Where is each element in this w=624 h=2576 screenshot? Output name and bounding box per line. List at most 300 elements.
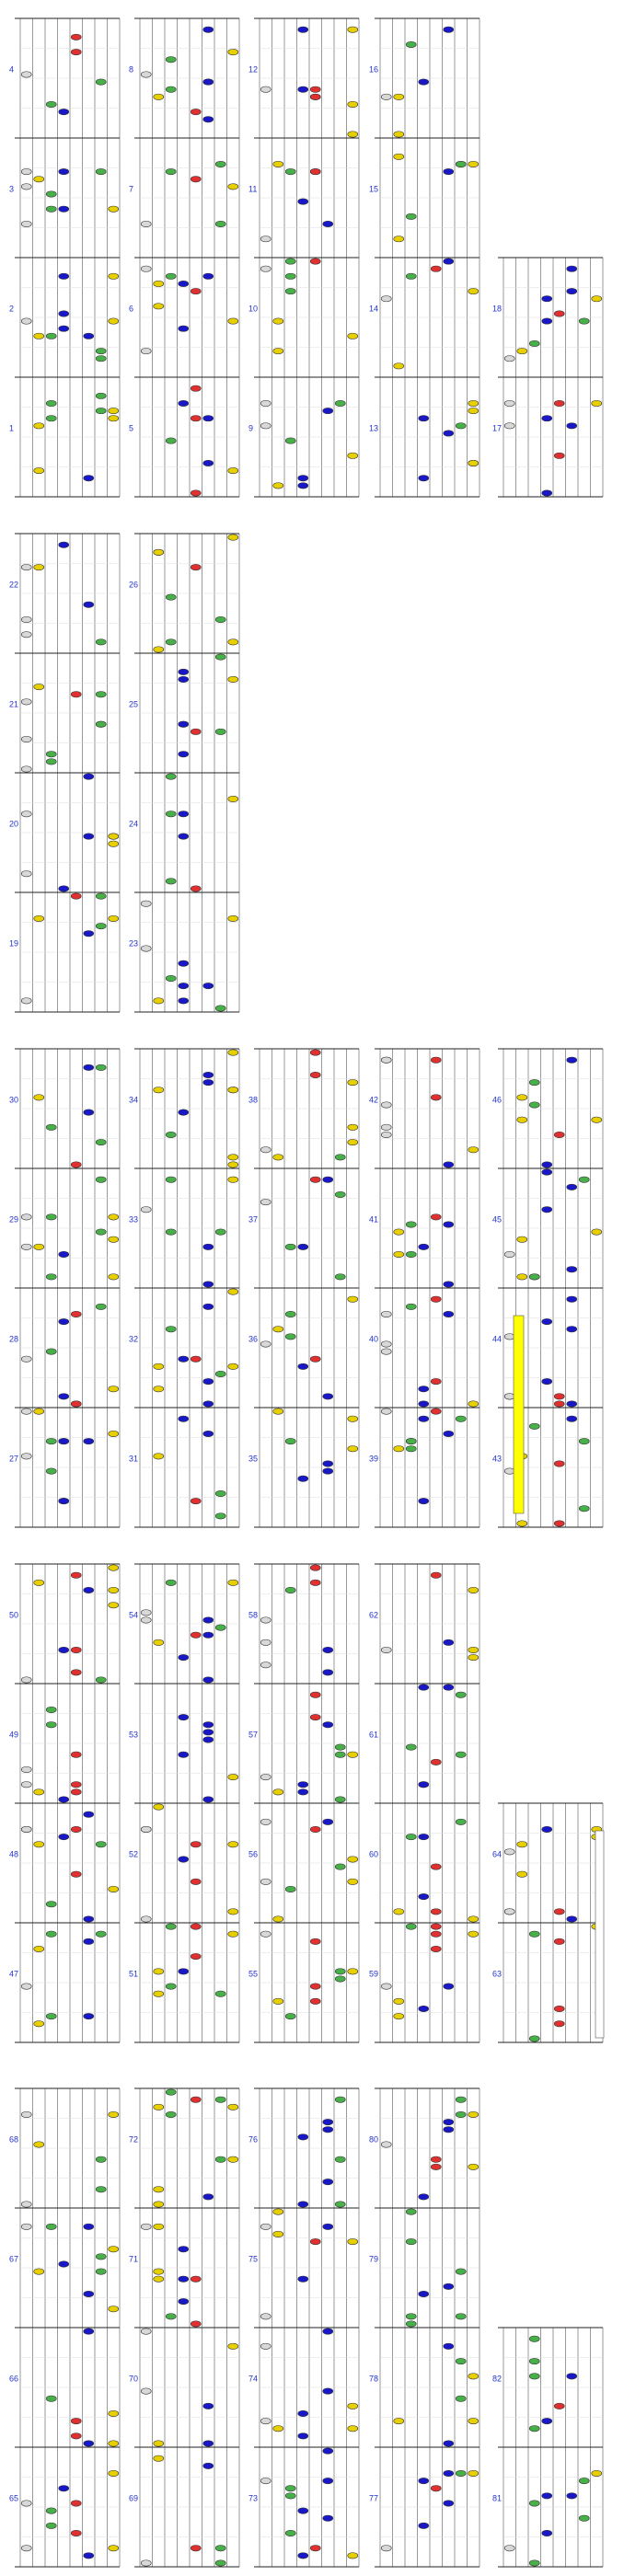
note — [179, 721, 189, 727]
note — [298, 2410, 308, 2416]
note — [179, 1714, 189, 1719]
note — [298, 1789, 308, 1795]
note — [215, 1625, 225, 1630]
note — [215, 2560, 225, 2566]
note — [166, 1924, 176, 1929]
note — [468, 1931, 479, 1937]
note — [381, 1311, 391, 1317]
note — [394, 1251, 404, 1257]
note — [323, 1647, 333, 1652]
note — [21, 2202, 31, 2207]
note — [59, 109, 69, 114]
note — [21, 1781, 31, 1787]
note — [21, 1826, 31, 1832]
note — [335, 1274, 345, 1280]
measure-number: 15 — [369, 184, 379, 194]
note — [84, 1587, 94, 1593]
note — [456, 2097, 466, 2102]
note — [394, 236, 404, 241]
note — [381, 1647, 391, 1652]
note — [444, 1431, 454, 1436]
note — [154, 2441, 164, 2446]
note — [84, 1916, 94, 1922]
note — [529, 2036, 539, 2041]
measure-number: 68 — [9, 2134, 19, 2145]
note — [59, 2485, 69, 2490]
note — [21, 998, 31, 1004]
note — [203, 1072, 214, 1077]
note — [504, 1468, 514, 1474]
note — [504, 423, 514, 429]
note — [431, 1296, 441, 1302]
note — [431, 2164, 441, 2169]
note — [298, 199, 308, 204]
note — [141, 1206, 151, 1212]
note — [84, 475, 94, 480]
note — [285, 1587, 295, 1593]
note — [444, 259, 454, 264]
note — [323, 2126, 333, 2132]
note — [517, 1871, 527, 1877]
note — [431, 1909, 441, 1915]
note — [323, 1468, 333, 1474]
measure-number: 19 — [9, 938, 19, 949]
note — [71, 1311, 81, 1317]
note — [191, 564, 201, 569]
note — [273, 1789, 283, 1795]
note — [381, 1984, 391, 1989]
note — [34, 333, 44, 339]
note — [34, 1789, 44, 1795]
note — [260, 266, 271, 271]
note — [468, 161, 479, 167]
measure-number: 79 — [369, 2254, 379, 2264]
note — [419, 2523, 429, 2528]
note — [203, 1244, 214, 1249]
note — [348, 453, 358, 458]
note — [431, 1931, 441, 1937]
note — [394, 2418, 404, 2423]
note — [310, 1580, 320, 1585]
measure-number: 82 — [492, 2374, 503, 2384]
note — [273, 318, 283, 324]
note — [542, 2418, 552, 2423]
note — [348, 2425, 358, 2431]
note — [109, 2246, 119, 2251]
note — [109, 1274, 119, 1280]
note — [96, 1139, 106, 1144]
note — [431, 1759, 441, 1765]
note — [348, 1079, 358, 1085]
note — [431, 1214, 441, 1220]
note — [215, 1006, 225, 1011]
note — [84, 1938, 94, 1944]
note — [529, 1274, 539, 1280]
note — [542, 1378, 552, 1384]
note — [84, 834, 94, 839]
note — [298, 483, 308, 489]
note — [71, 691, 81, 696]
note — [335, 1969, 345, 1974]
note — [228, 318, 238, 324]
note — [542, 490, 552, 496]
note — [109, 834, 119, 839]
note — [154, 304, 164, 309]
measure-number: 44 — [492, 1334, 503, 1344]
note — [406, 2321, 416, 2327]
measure-number: 53 — [129, 1730, 139, 1740]
note — [154, 2104, 164, 2110]
note — [579, 1177, 589, 1182]
note — [348, 27, 358, 32]
note — [179, 811, 189, 816]
note — [456, 2269, 466, 2274]
note — [179, 1969, 189, 1974]
note — [468, 2470, 479, 2476]
note — [542, 2530, 552, 2536]
note — [203, 2194, 214, 2200]
note — [154, 1969, 164, 1974]
note — [517, 1117, 527, 1122]
measure-number: 56 — [248, 1849, 259, 1859]
note — [203, 27, 214, 32]
note — [215, 616, 225, 622]
note — [191, 1498, 201, 1503]
note — [203, 2403, 214, 2409]
note — [191, 288, 201, 293]
note — [46, 759, 56, 765]
note — [456, 2111, 466, 2117]
note — [335, 1864, 345, 1869]
note — [34, 1409, 44, 1414]
note — [166, 879, 176, 884]
note — [456, 1416, 466, 1421]
note — [203, 1304, 214, 1309]
measure-number: 50 — [9, 1610, 19, 1620]
note — [335, 1191, 345, 1197]
note — [348, 101, 358, 107]
measure-number: 27 — [9, 1454, 19, 1464]
note — [154, 1639, 164, 1645]
note — [154, 2455, 164, 2461]
note — [431, 1378, 441, 1384]
note — [215, 729, 225, 734]
long-note — [514, 1316, 524, 1513]
note — [228, 2156, 238, 2162]
measure-number: 63 — [492, 1969, 503, 1979]
note — [406, 1222, 416, 1227]
note — [554, 2006, 564, 2011]
note — [203, 1617, 214, 1623]
note — [529, 2560, 539, 2566]
note — [517, 348, 527, 353]
note — [141, 2329, 151, 2334]
long-note — [595, 1831, 604, 2038]
note — [542, 2493, 552, 2499]
measure-number: 77 — [369, 2493, 379, 2503]
note — [34, 1580, 44, 1585]
note — [96, 1677, 106, 1683]
note — [406, 1834, 416, 1839]
note — [592, 295, 602, 301]
note — [179, 2276, 189, 2282]
note — [273, 161, 283, 167]
note — [554, 1909, 564, 1915]
note — [260, 1931, 271, 1937]
note — [46, 1124, 56, 1130]
note — [285, 259, 295, 264]
note — [310, 1938, 320, 1944]
note — [46, 1274, 56, 1280]
note — [154, 94, 164, 99]
note — [179, 676, 189, 682]
note — [592, 2470, 602, 2476]
note — [310, 2545, 320, 2550]
note — [21, 1454, 31, 1459]
note — [71, 893, 81, 899]
note — [348, 1296, 358, 1302]
note — [260, 1819, 271, 1824]
note — [431, 1864, 441, 1869]
note — [59, 1834, 69, 1839]
measure-number: 10 — [248, 304, 259, 314]
note — [310, 1826, 320, 1832]
note — [21, 1356, 31, 1362]
note — [444, 2343, 454, 2349]
note — [285, 168, 295, 174]
note — [34, 1244, 44, 1249]
note — [394, 1998, 404, 2004]
note — [228, 1363, 238, 1369]
note — [310, 1072, 320, 1077]
note — [456, 2314, 466, 2319]
measure-number: 8 — [129, 64, 134, 75]
note — [154, 2269, 164, 2274]
note — [348, 1969, 358, 1974]
note — [21, 2111, 31, 2117]
note — [554, 1461, 564, 1466]
note — [166, 639, 176, 645]
note — [34, 1841, 44, 1846]
note — [203, 1079, 214, 1085]
note — [191, 2276, 201, 2282]
note — [191, 2321, 201, 2327]
note — [468, 1401, 479, 1407]
measure-number: 52 — [129, 1849, 139, 1859]
measure-number: 28 — [9, 1334, 19, 1344]
measure-number: 31 — [129, 1454, 139, 1464]
measure-number: 11 — [248, 184, 258, 194]
note — [46, 751, 56, 756]
note — [59, 542, 69, 547]
note — [419, 2006, 429, 2011]
note — [431, 266, 441, 271]
note — [34, 1095, 44, 1100]
note — [285, 273, 295, 279]
note — [504, 1334, 514, 1340]
note — [84, 1064, 94, 1070]
note — [203, 983, 214, 988]
note — [567, 1916, 577, 1922]
note — [154, 1454, 164, 1459]
note — [381, 1341, 391, 1347]
measure-number: 78 — [369, 2374, 379, 2384]
note — [285, 1438, 295, 1443]
note — [141, 901, 151, 906]
measure-number: 17 — [492, 423, 503, 433]
note — [260, 2478, 271, 2483]
note — [179, 2298, 189, 2304]
note — [348, 1124, 358, 1130]
note — [348, 1445, 358, 1451]
note — [215, 2545, 225, 2550]
note — [84, 602, 94, 607]
note — [406, 273, 416, 279]
note — [179, 1356, 189, 1362]
note — [554, 311, 564, 316]
note — [542, 318, 552, 324]
measure-number: 43 — [492, 1454, 503, 1464]
note — [203, 1401, 214, 1407]
note — [335, 1976, 345, 1982]
note — [59, 2261, 69, 2267]
note — [203, 79, 214, 85]
note — [406, 41, 416, 47]
note — [529, 340, 539, 346]
note — [310, 1714, 320, 1719]
note — [71, 1752, 81, 1757]
note — [298, 27, 308, 32]
note — [542, 1206, 552, 1212]
note — [96, 721, 106, 727]
note — [554, 400, 564, 406]
note — [166, 594, 176, 600]
note — [419, 1834, 429, 1839]
note — [381, 1132, 391, 1137]
note — [166, 2314, 176, 2319]
note — [96, 1841, 106, 1846]
note — [228, 915, 238, 921]
note — [59, 1394, 69, 1399]
note — [191, 2097, 201, 2102]
note — [298, 475, 308, 480]
note — [215, 161, 225, 167]
measure-number: 80 — [369, 2134, 379, 2145]
note — [273, 1998, 283, 2004]
note — [468, 408, 479, 413]
note — [335, 2202, 345, 2207]
note — [310, 1984, 320, 1989]
note — [154, 1991, 164, 1996]
note — [468, 460, 479, 466]
note — [468, 2111, 479, 2117]
note — [141, 2560, 151, 2566]
note — [46, 400, 56, 406]
note — [109, 408, 119, 413]
note — [109, 1386, 119, 1391]
note — [21, 1214, 31, 1220]
measure-number: 65 — [9, 2493, 19, 2503]
note — [335, 1797, 345, 1802]
note — [323, 2329, 333, 2334]
note — [109, 1886, 119, 1892]
measure-number: 29 — [9, 1214, 19, 1225]
note — [109, 1236, 119, 1242]
measure-number: 75 — [248, 2254, 259, 2264]
note — [166, 438, 176, 443]
note — [444, 1282, 454, 1287]
note — [109, 1214, 119, 1220]
note — [166, 975, 176, 981]
measure-number: 71 — [129, 2254, 139, 2264]
measure-number: 6 — [129, 304, 134, 314]
note — [46, 1468, 56, 1474]
note — [579, 318, 589, 324]
note — [141, 221, 151, 226]
note — [59, 1498, 69, 1503]
note — [323, 2224, 333, 2229]
measure-number: 61 — [369, 1730, 379, 1740]
note — [592, 1229, 602, 1235]
note — [154, 1363, 164, 1369]
note — [154, 281, 164, 286]
note — [323, 2119, 333, 2124]
measure-number: 42 — [369, 1095, 379, 1105]
note — [468, 400, 479, 406]
note — [96, 691, 106, 696]
note — [273, 1409, 283, 1414]
note — [21, 2501, 31, 2506]
note — [228, 676, 238, 682]
note — [504, 2545, 514, 2550]
note — [71, 1401, 81, 1407]
note — [96, 639, 106, 645]
note — [310, 1692, 320, 1697]
note — [141, 1617, 151, 1623]
note — [431, 1057, 441, 1063]
note — [431, 1095, 441, 1100]
note — [228, 1909, 238, 1915]
note — [567, 1326, 577, 1331]
note — [203, 1730, 214, 1735]
note — [419, 2194, 429, 2200]
note — [109, 1565, 119, 1570]
note — [215, 1229, 225, 1235]
note — [21, 870, 31, 876]
note — [567, 1401, 577, 1407]
note — [46, 2224, 56, 2229]
measure-number: 66 — [9, 2374, 19, 2384]
note — [109, 1431, 119, 1436]
measure-number: 73 — [248, 2493, 259, 2503]
note — [310, 1356, 320, 1362]
note — [179, 1654, 189, 1660]
note — [228, 1774, 238, 1779]
note — [84, 1811, 94, 1817]
note — [468, 2164, 479, 2169]
note — [203, 1737, 214, 1742]
note — [554, 2020, 564, 2026]
note — [71, 1670, 81, 1675]
note — [444, 2470, 454, 2476]
note — [141, 72, 151, 77]
note — [154, 2276, 164, 2282]
note — [554, 453, 564, 458]
note — [71, 2530, 81, 2536]
note — [444, 2441, 454, 2446]
note — [71, 2501, 81, 2506]
measure-number: 3 — [9, 184, 15, 194]
